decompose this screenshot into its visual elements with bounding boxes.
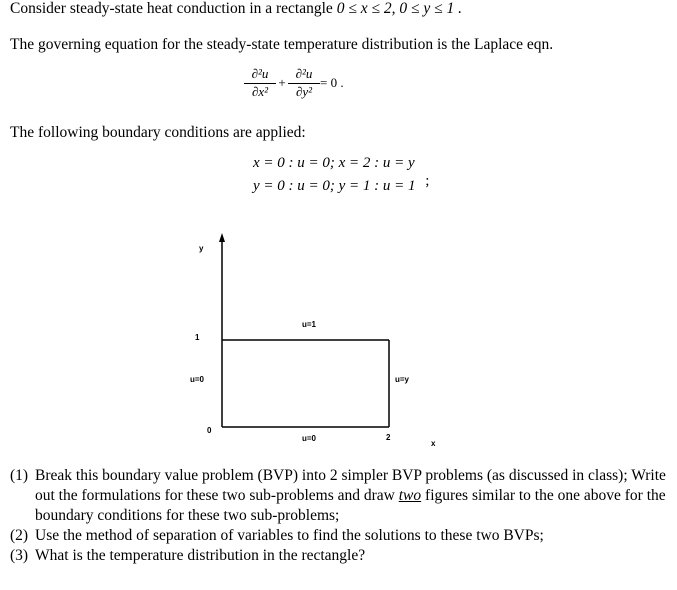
eq-den-2: ∂y²: [295, 84, 313, 99]
question-text: Use the method of separation of variables to find the solutions to these two BVPs;: [35, 527, 544, 544]
bc-line-1: x = 0 : u = 0; x = 2 : u = y: [253, 155, 415, 171]
fig-bottom-bc: u=0: [302, 434, 317, 443]
bc-heading: The following boundary conditions are applied:: [10, 124, 306, 141]
bc-line-2-tail: ;: [425, 173, 430, 189]
question-item: [10, 526, 670, 546]
question-list: [10, 466, 670, 566]
question-text: What is the temperature distribution in the rectangle?: [35, 547, 366, 564]
fig-tick-1: 1: [195, 333, 200, 342]
intro-text: Consider steady-state heat conduction in a rectangle: [10, 0, 333, 17]
fig-y-label: y: [199, 244, 204, 253]
fig-top-bc: u=1: [302, 320, 317, 329]
bc-line-2: y = 0 : u = 0; y = 1 : u = 1: [253, 178, 416, 194]
question-text-cont: figures similar to the one above for the boundary conditions for these two sub-problems;: [35, 487, 666, 524]
fig-right-bc: u=y: [395, 375, 410, 384]
question-item: [10, 466, 670, 526]
domain-inequality: 0 ≤ x ≤ 2, 0 ≤ y ≤ 1 .: [336, 0, 462, 17]
question-number: (3): [10, 547, 29, 564]
fig-tick-2: 2: [386, 433, 391, 442]
question-text: Break this boundary value problem (BVP) into 2 simpler BVP problems (as discussed in class); Write out the formulations for these two sub-problems and draw: [35, 467, 666, 504]
intro-line-2: The governing equation for the steady-state temperature distribution is the Laplace eqn.: [10, 36, 554, 53]
question-emphasis: two: [398, 487, 422, 504]
eq-plus: +: [278, 75, 286, 90]
eq-num-2: ∂²u: [295, 66, 313, 81]
question-item: [10, 546, 670, 566]
eq-den-1: ∂x²: [251, 84, 269, 99]
question-number: (2): [10, 527, 29, 544]
eq-rhs: = 0 .: [320, 75, 344, 90]
fig-x-label: x: [431, 439, 436, 448]
question-number: (1): [10, 467, 29, 484]
fig-tick-0: 0: [207, 426, 212, 435]
eq-num-1: ∂²u: [251, 66, 269, 81]
fig-left-bc: u=0: [190, 375, 205, 384]
y-axis-arrow: [219, 233, 225, 242]
